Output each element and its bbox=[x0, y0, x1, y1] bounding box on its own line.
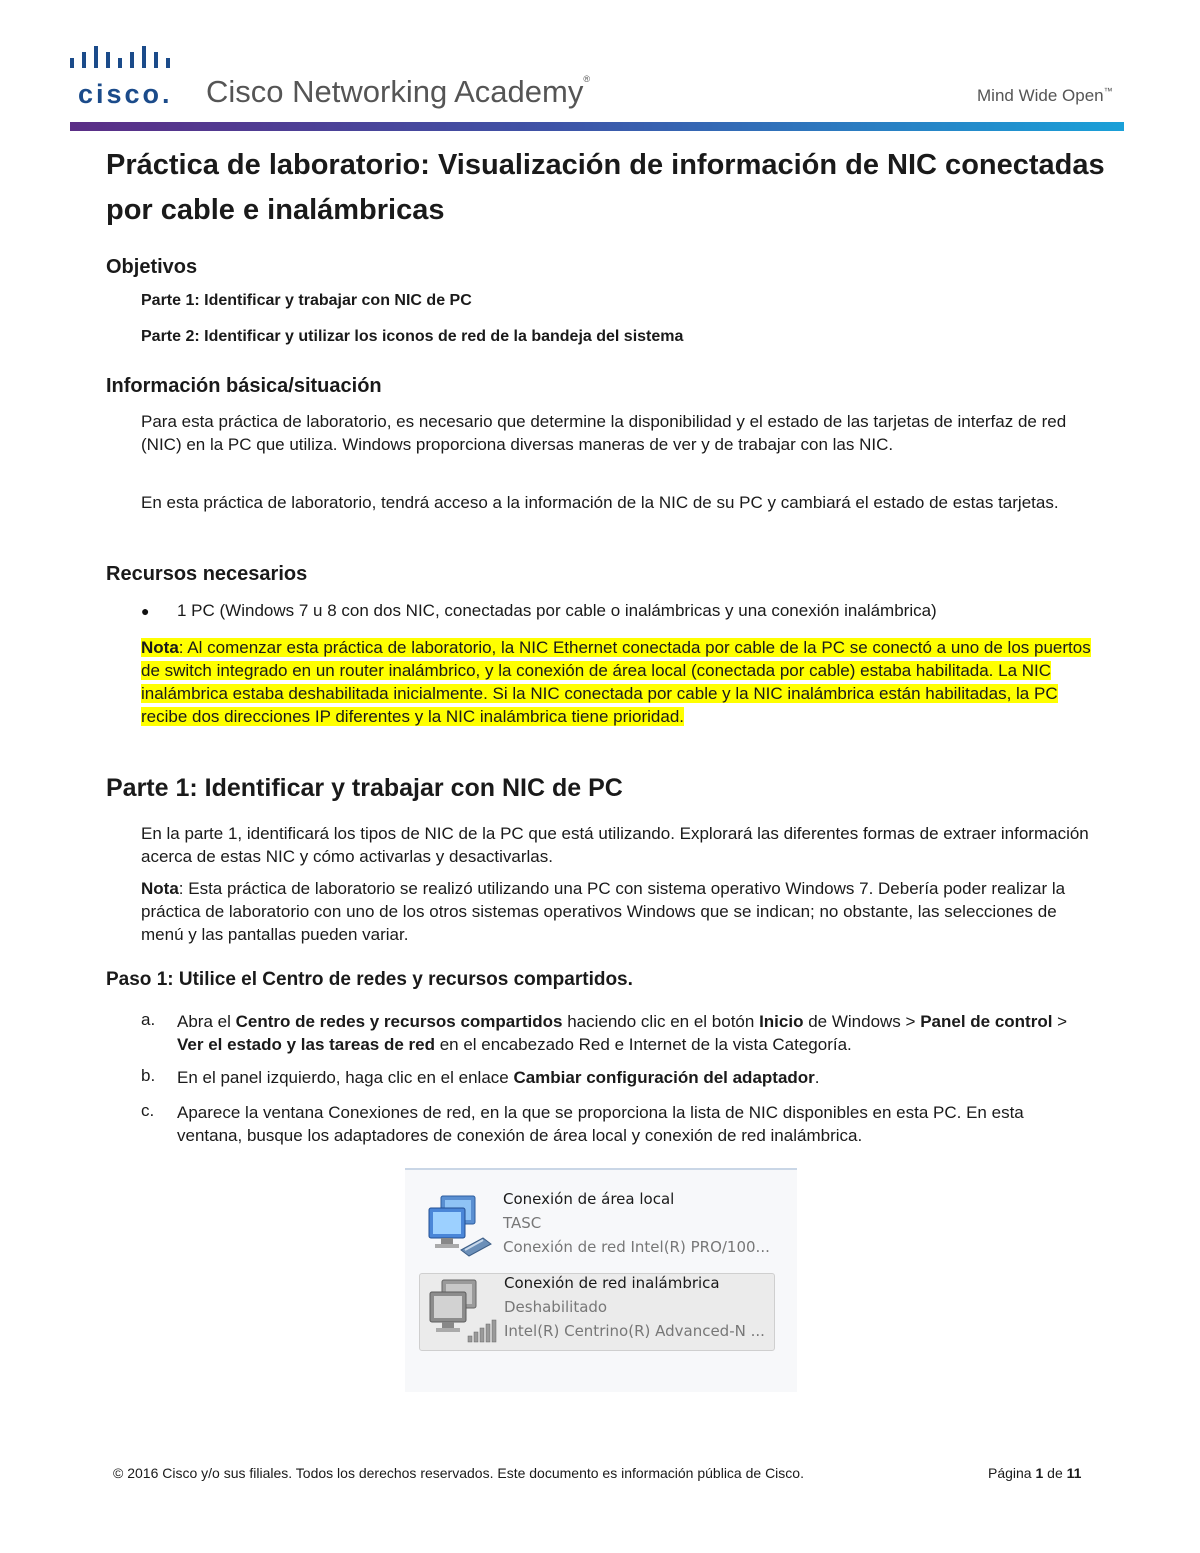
part1-note: Nota: Esta práctica de laboratorio se realizó utilizando una PC con sistema operativo Windows 7. Debería poder realizar la práctica de laboratorio con uno de los otros sistemas operativos Windows que se indican; no obstante, las selecciones de menú y las pantallas pueden variar. bbox=[141, 879, 1066, 944]
bullet-icon: ● bbox=[141, 603, 150, 619]
objective-item: Parte 2: Identificar y utilizar los iconos de red de la bandeja del sistema bbox=[141, 328, 684, 345]
trademark: ™ bbox=[1103, 86, 1113, 96]
list-marker: a. bbox=[141, 1010, 156, 1029]
background-heading: Información básica/situación bbox=[106, 375, 382, 397]
part1-heading: Parte 1: Identificar y trabajar con NIC de PC bbox=[106, 774, 623, 802]
wired-network-adapter-icon bbox=[425, 1194, 497, 1262]
background-paragraph-2: En esta práctica de laboratorio, tendrá acceso a la información de la NIC de su PC y cambiará el estado de estas tarjetas. bbox=[141, 493, 1059, 512]
connection-status: Deshabilitado bbox=[504, 1298, 608, 1316]
connection-status: TASC bbox=[503, 1214, 542, 1232]
step1-item-b: En el panel izquierdo, haga clic en el enlace Cambiar configuración del adaptador. bbox=[177, 1068, 820, 1087]
academy-title: Cisco Networking Academy® bbox=[206, 74, 590, 109]
connection-device: Intel(R) Centrino(R) Advanced-N ... bbox=[504, 1322, 765, 1340]
connection-item-local-area[interactable] bbox=[419, 1190, 773, 1266]
wireless-network-adapter-icon bbox=[426, 1278, 498, 1346]
page-number: Página 1 de 11 bbox=[988, 1465, 1082, 1481]
tagline: Mind Wide Open™ bbox=[977, 86, 1113, 105]
connection-name: Conexión de área local bbox=[503, 1190, 675, 1208]
objectives-heading: Objetivos bbox=[106, 256, 198, 278]
cisco-logo-text: cisco. bbox=[78, 79, 173, 109]
step1-heading: Paso 1: Utilice el Centro de redes y recursos compartidos. bbox=[106, 969, 633, 990]
registered-mark: ® bbox=[583, 74, 590, 84]
resources-bullet-item: 1 PC (Windows 7 u 8 con dos NIC, conectadas por cable o inalámbricas y una conexión inalámbrica) bbox=[177, 601, 937, 620]
document-title: Práctica de laboratorio: Visualización de información de NIC conectadas por cable e inalámbricas bbox=[106, 149, 1105, 226]
connection-name: Conexión de red inalámbrica bbox=[504, 1274, 720, 1292]
network-connections-screenshot bbox=[405, 1168, 797, 1392]
resources-note: Nota: Al comenzar esta práctica de laboratorio, la NIC Ethernet conectada por cable de la PC se conectó a uno de los puertos de switch integrado en un router inalámbrico, y la conexión de área local (conectada por cable) estaba habilitada. La NIC inalámbrica estaba deshabilitada inicialmente. Si la NIC conectada por cable y la NIC inalámbrica están habilitadas, la PC recibe dos direcciones IP diferentes y la NIC inalámbrica tiene prioridad. bbox=[141, 638, 1091, 726]
resources-heading: Recursos necesarios bbox=[106, 563, 308, 585]
step1-item-c: Aparece la ventana Conexiones de red, en la que se proporciona la lista de NIC disponibles en esta PC. En esta ventana, busque los adaptadores de conexión de área local y conexión de red inalámbrica. bbox=[177, 1103, 1024, 1145]
connection-item-wireless[interactable] bbox=[419, 1273, 775, 1351]
list-marker: b. bbox=[141, 1066, 156, 1085]
objective-item: Parte 1: Identificar y trabajar con NIC de PC bbox=[141, 292, 472, 309]
footer-copyright: © 2016 Cisco y/o sus filiales. Todos los derechos reservados. Este documento es información pública de Cisco. bbox=[113, 1465, 804, 1481]
list-marker: c. bbox=[141, 1101, 155, 1120]
cisco-logo-bars-icon bbox=[70, 46, 180, 74]
header-divider bbox=[70, 122, 1124, 131]
part1-paragraph: En la parte 1, identificará los tipos de NIC de la PC que está utilizando. Explorará las diferentes formas de extraer información acerca de estas NIC y cómo activarlas y desactivarlas. bbox=[141, 824, 1089, 866]
connection-device: Conexión de red Intel(R) PRO/100... bbox=[503, 1238, 770, 1256]
step1-item-a: Abra el Centro de redes y recursos compartidos haciendo clic en el botón Inicio de Windows > Panel de control > Ver el estado y las tareas de red en el encabezado Red e Internet de la vista Categoría. bbox=[177, 1012, 1068, 1054]
background-paragraph-1: Para esta práctica de laboratorio, es necesario que determine la disponibilidad y el estado de las tarjetas de interfaz de red (NIC) en la PC que utiliza. Windows proporciona diversas maneras de ver y de trabajar con las NIC. bbox=[141, 412, 1067, 454]
